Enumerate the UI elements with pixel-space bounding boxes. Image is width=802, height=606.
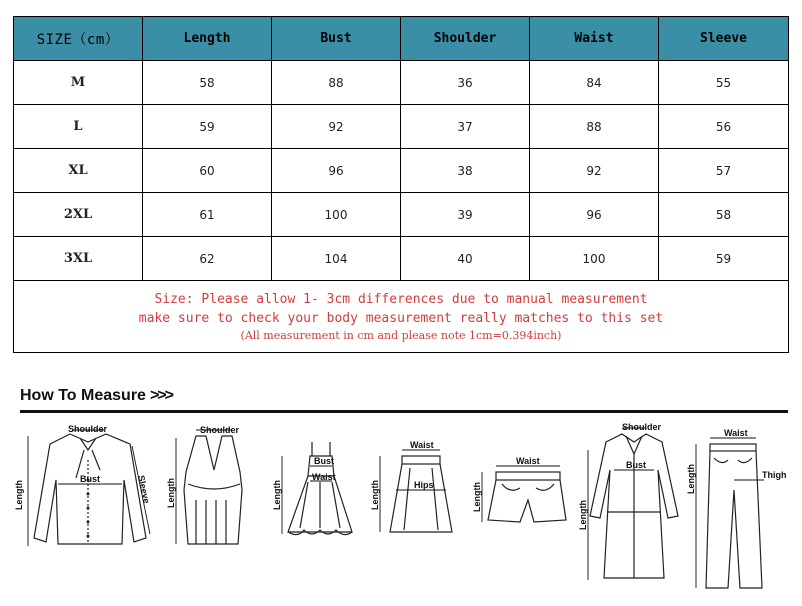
header-length: Length — [143, 17, 272, 61]
size-cell: XL — [14, 149, 143, 193]
shoulder-label: Shoulder — [68, 424, 108, 434]
title-rule — [20, 410, 788, 413]
size-cell: L — [14, 105, 143, 149]
measurement-note — [14, 281, 789, 353]
bust-label: Bust — [626, 460, 646, 470]
length-label: Length — [272, 480, 282, 510]
bust-cell: 104 — [272, 237, 401, 281]
length-cell: 62 — [143, 237, 272, 281]
sleeve-cell: 58 — [659, 193, 789, 237]
shoulder-cell: 36 — [401, 61, 530, 105]
hips-label: Hips — [414, 480, 434, 490]
length-cell: 58 — [143, 61, 272, 105]
waist-cell: 88 — [530, 105, 659, 149]
table-row — [14, 61, 789, 105]
waist-label: Waist — [516, 456, 540, 466]
trench-coat-figure — [578, 420, 684, 600]
length-label: Length — [686, 464, 696, 494]
sleeve-cell: 57 — [659, 149, 789, 193]
note-line-1: Size: Please allow 1- 3cm differences due to manual measurement — [154, 291, 648, 307]
table-row — [14, 105, 789, 149]
waist-cell: 96 — [530, 193, 659, 237]
tank-top-icon — [166, 420, 262, 550]
shoulder-label: Shoulder — [200, 425, 240, 435]
how-to-measure-title — [20, 387, 172, 405]
shoulder-label: Shoulder — [622, 422, 662, 432]
shoulder-cell: 39 — [401, 193, 530, 237]
arrows-icon: >>> — [149, 387, 172, 404]
blouse-icon — [14, 420, 160, 555]
skirt-icon — [370, 420, 464, 550]
shoulder-cell: 37 — [401, 105, 530, 149]
sundress-icon — [274, 420, 366, 550]
sundress-figure — [274, 420, 366, 550]
length-label: Length — [370, 480, 380, 510]
size-chart-table — [13, 16, 789, 353]
length-label: Length — [14, 480, 24, 510]
blouse-figure — [14, 420, 160, 555]
trousers-icon — [688, 420, 788, 600]
size-cell: M — [14, 61, 143, 105]
sleeve-cell: 59 — [659, 237, 789, 281]
skirt-figure — [370, 420, 464, 550]
shorts-icon — [474, 420, 574, 550]
header-size: SIZE（cm） — [14, 17, 143, 61]
bust-cell: 96 — [272, 149, 401, 193]
sleeve-cell: 55 — [659, 61, 789, 105]
waist-cell: 100 — [530, 237, 659, 281]
header-waist: Waist — [530, 17, 659, 61]
trench-coat-icon — [578, 420, 684, 600]
table-row — [14, 237, 789, 281]
tank-top-figure — [166, 420, 262, 550]
header-shoulder: Shoulder — [401, 17, 530, 61]
bust-cell: 100 — [272, 193, 401, 237]
waist-cell: 84 — [530, 61, 659, 105]
waist-label: Waist — [724, 428, 748, 438]
sleeve-label: Sleeve — [136, 474, 152, 505]
waist-cell: 92 — [530, 149, 659, 193]
size-cell: 2XL — [14, 193, 143, 237]
table-header-row — [14, 17, 789, 61]
shoulder-cell: 40 — [401, 237, 530, 281]
length-cell: 59 — [143, 105, 272, 149]
note-row — [14, 281, 789, 353]
bust-cell: 92 — [272, 105, 401, 149]
note-line-2: make sure to check your body measurement really matches to this set — [138, 310, 664, 326]
how-to-measure-label: How To Measure — [20, 387, 146, 404]
trousers-figure — [688, 420, 788, 600]
thigh-label: Thigh — [762, 470, 787, 480]
waist-label: Waist — [312, 472, 336, 482]
length-cell: 61 — [143, 193, 272, 237]
table-row — [14, 193, 789, 237]
header-sleeve: Sleeve — [659, 17, 789, 61]
length-label: Length — [166, 478, 176, 508]
note-line-3: (All measurement in cm and please note 1cm=0.394inch) — [240, 328, 562, 342]
bust-cell: 88 — [272, 61, 401, 105]
size-cell: 3XL — [14, 237, 143, 281]
header-bust: Bust — [272, 17, 401, 61]
table-row — [14, 149, 789, 193]
waist-label: Waist — [410, 440, 434, 450]
length-cell: 60 — [143, 149, 272, 193]
shorts-figure — [474, 420, 574, 550]
bust-label: Bust — [80, 474, 100, 484]
sleeve-cell: 56 — [659, 105, 789, 149]
length-label: Length — [578, 500, 588, 530]
shoulder-cell: 38 — [401, 149, 530, 193]
bust-label: Bust — [314, 456, 334, 466]
length-label: Length — [472, 482, 482, 512]
